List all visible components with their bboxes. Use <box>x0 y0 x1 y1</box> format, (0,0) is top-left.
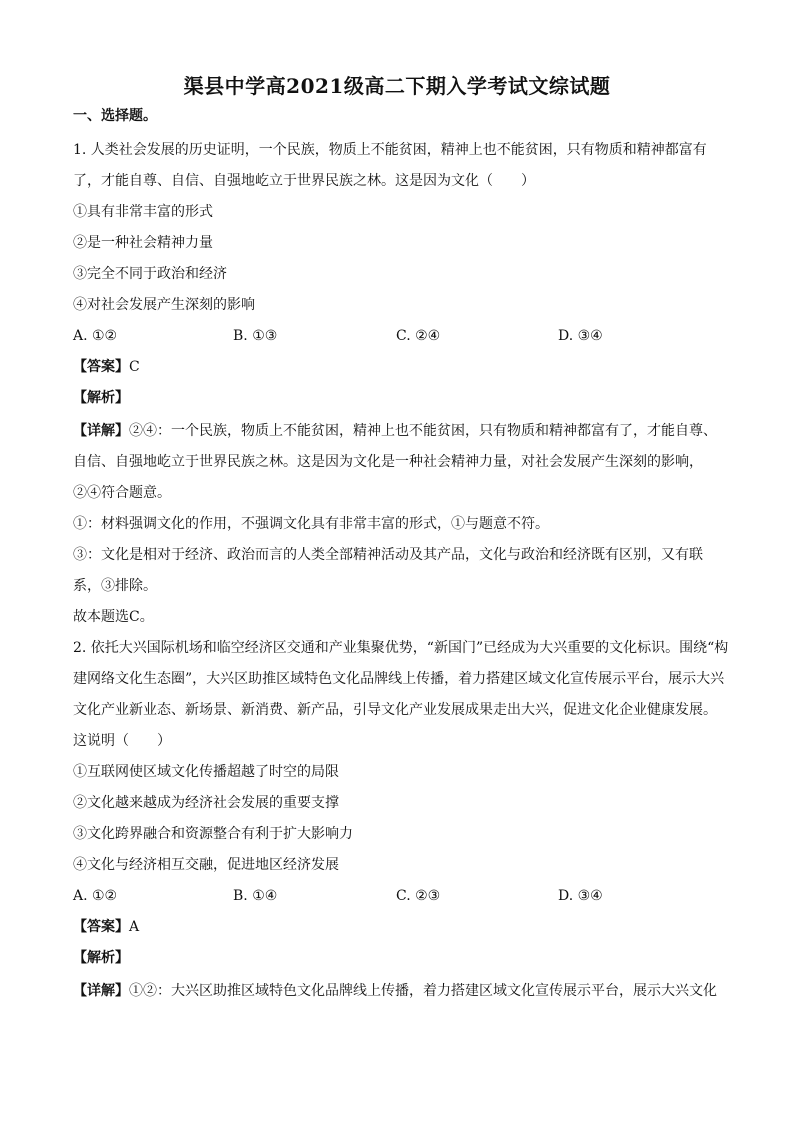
q2-stem-line: 2. 依托大兴国际机场和临空经济区交通和产业集聚优势，“新国门”已经成为大兴重要的文化标识。围绕“构 <box>73 640 729 656</box>
detail-label: 【详解】 <box>73 983 129 999</box>
q2-item: ③文化跨界融合和资源整合有利于扩大影响力 <box>73 826 353 842</box>
q2-stem-line: 这说明（ ） <box>73 733 171 749</box>
q1-option-a: A. ①② <box>73 328 118 344</box>
q2-option-c: C. ②③ <box>396 888 441 904</box>
q1-detail-line: ①：材料强调文化的作用，不强调文化具有非常丰富的形式，①与题意不符。 <box>73 516 549 532</box>
q1-option-d: D. ③④ <box>558 328 603 344</box>
document-title: 渠县中学高2021级高二下期入学考试文综试题 <box>183 74 611 98</box>
q2-option-b: B. ①④ <box>233 888 278 904</box>
q1-detail-line <box>73 421 723 441</box>
q1-detail-line: 系，③排除。 <box>73 578 157 594</box>
q2-detail-line <box>73 981 723 1001</box>
q2-item: ④文化与经济相互交融，促进地区经济发展 <box>73 857 339 873</box>
q1-answer <box>73 357 723 377</box>
q1-detail-line: 自信、自强地屹立于世界民族之林。这是因为文化是一种社会精神力量，对社会发展产生深刻的影响， <box>73 454 703 470</box>
detail-text: ①②：大兴区助推区域特色文化品牌线上传播，着力搭建区域文化宣传展示平台，展示大兴文化 <box>129 983 717 999</box>
q2-item: ②文化越来越成为经济社会发展的重要支撑 <box>73 795 339 811</box>
q1-options <box>73 326 723 346</box>
q2-stem-line: 文化产业新业态、新场景、新消费、新产品，引导文化产业发展成果走出大兴，促进文化企业健康发展。 <box>73 702 717 718</box>
q1-detail-line: ③：文化是相对于经济、政治而言的人类全部精神活动及其产品，文化与政治和经济既有区别，又有联 <box>73 547 703 563</box>
q1-stem-line: 1. 人类社会发展的历史证明，一个民族，物质上不能贫困，精神上也不能贫困，只有物质和精神都富有 <box>73 142 707 158</box>
q1-option-b: B. ①③ <box>233 328 278 344</box>
q2-answer <box>73 917 723 937</box>
analysis-label: 【解析】 <box>73 390 129 406</box>
answer-value: A <box>129 919 140 935</box>
q2-item: ①互联网使区域文化传播超越了时空的局限 <box>73 764 339 780</box>
q2-option-a: A. ①② <box>73 888 118 904</box>
q2-option-d: D. ③④ <box>558 888 603 904</box>
q1-item: ①具有非常丰富的形式 <box>73 204 213 220</box>
detail-text: ②④：一个民族，物质上不能贫困，精神上也不能贫困，只有物质和精神都富有了，才能自尊、 <box>129 423 717 439</box>
answer-value: C <box>129 359 140 375</box>
q1-analysis-label <box>73 388 723 408</box>
q1-detail-line: ②④符合题意。 <box>73 485 171 501</box>
answer-label: 【答案】 <box>73 359 129 375</box>
q1-stem-line: 了，才能自尊、自信、自强地屹立于世界民族之林。这是因为文化（ ） <box>73 173 535 189</box>
detail-label: 【详解】 <box>73 423 129 439</box>
q2-analysis-label <box>73 948 723 968</box>
q2-stem-line: 建网络文化生态圈”，大兴区助推区域特色文化品牌线上传播，着力搭建区域文化宣传展示平台，展示大兴 <box>73 671 725 687</box>
q1-item: ③完全不同于政治和经济 <box>73 266 227 282</box>
analysis-label: 【解析】 <box>73 950 129 966</box>
q1-conclusion: 故本题选C。 <box>73 609 154 625</box>
q1-item: ②是一种社会精神力量 <box>73 235 213 251</box>
answer-label: 【答案】 <box>73 919 129 935</box>
q1-item: ④对社会发展产生深刻的影响 <box>73 297 255 313</box>
q2-options <box>73 886 723 906</box>
q1-option-c: C. ②④ <box>396 328 441 344</box>
section-heading: 一、选择题。 <box>73 108 157 124</box>
